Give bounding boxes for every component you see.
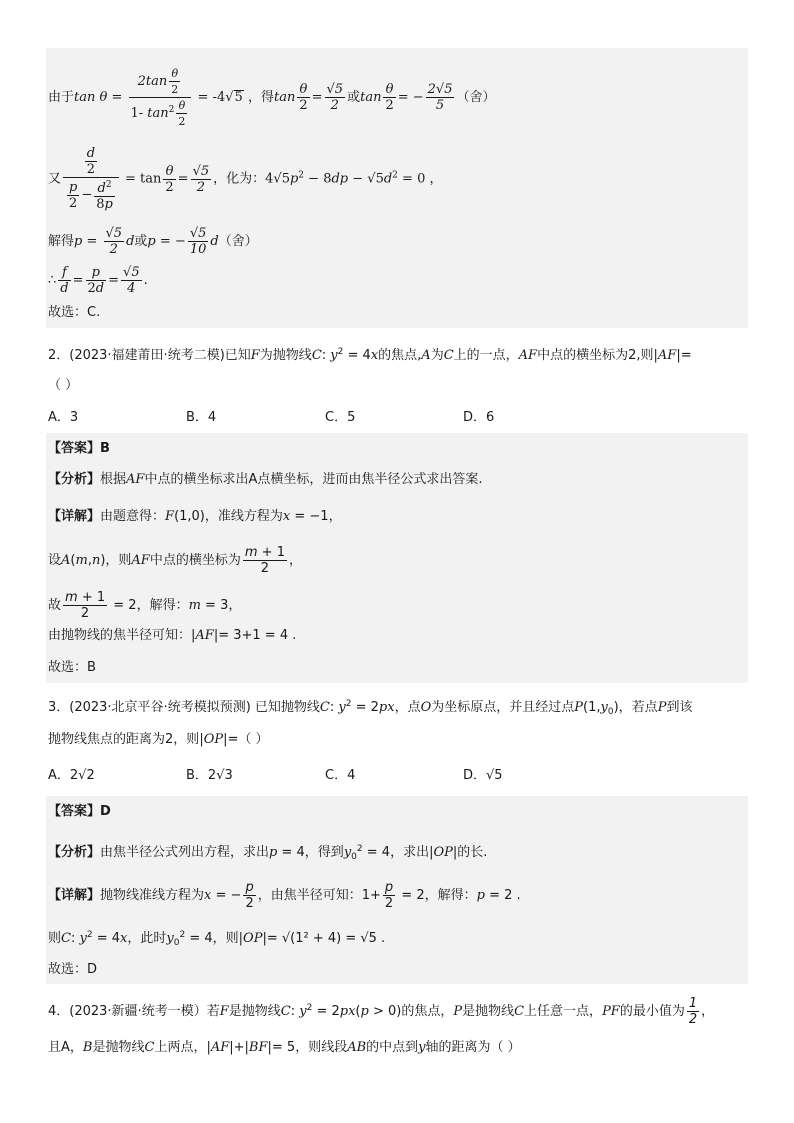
solution-choice-1: 故选：C.	[48, 305, 101, 320]
option-d[interactable]: D．√5	[463, 768, 503, 783]
solution-choice-2: 故选：B	[48, 660, 96, 675]
detail-2-line-3: 故 $\frac{m + 1}{2}$ = 2，解得：m = 3，	[48, 590, 242, 621]
option-c[interactable]: C．4	[325, 768, 356, 783]
question-4-line-2: 且A，B是抛物线C上两点，|AF|+|BF|= 5，则线段AB的中点到y轴的距离为（ ）	[48, 1040, 521, 1055]
option-d[interactable]: D．6	[463, 410, 495, 425]
solution-line-solve: 解得p = $\frac{√5}{2}$ d或p = − $\frac{√5}{10}$ d（舍）	[48, 226, 258, 257]
solution-choice-3: 故选：D	[48, 962, 98, 977]
option-c[interactable]: C．5	[325, 410, 356, 425]
solution-line-ratio: 又 $\frac{d}{2}$ $\frac{p}{2}$ − $\frac{d^2}{8p}$ = tan $\frac{\theta}{2}$ = $\frac{√5}{2}$ ，化为：$4√5p^2 - 8dp - √5d^2 = 0$ ，	[48, 146, 443, 212]
solution-line-conclusion: ∴ $\frac{f}{d}$ = $\frac{p}{2d}$ = $\frac{√5}{4}$ .	[48, 265, 148, 296]
question-3-options	[48, 766, 608, 786]
analysis-2: 【分析】根据AF中点的横坐标求出A点横坐标，进而由焦半径公式求出答案.	[48, 472, 483, 487]
answer-3: 【答案】D	[48, 804, 111, 819]
option-a[interactable]: A．3	[48, 410, 79, 425]
detail-2-line-4: 由抛物线的焦半径可知：|AF|= 3+1 = 4 .	[48, 628, 297, 643]
option-b[interactable]: B．4	[186, 410, 217, 425]
question-4-line-1: 4．(2023·新疆·统考一模）若F是抛物线C: $y^2 = 2px(p > 0)$的焦点，P是抛物线C上任意一点，PF的最小值为 $\frac{1}{2}$ ，	[48, 996, 715, 1027]
question-2-options	[48, 408, 608, 428]
solution-line-tan-theta: 由于tan θ = 2tan $\frac{\theta}{2}$ 1- $\tan^2$ $\frac{\theta}{2}$ = -4√5 ，得tan $\frac{\theta}{2}$ = $\frac{√5}{2}$ 或tan $\frac{\theta}{2}$ = − $\frac{2√5}{5}$ （舍）	[48, 67, 496, 128]
option-a[interactable]: A．2√2	[48, 768, 95, 783]
question-3-line-1: 3．(2023·北京平谷·统考模拟预测) 已知抛物线C: $y^2 = 2px$，点O为坐标原点，并且经过点$P(1,y_0)$，若点P到该	[48, 699, 693, 717]
analysis-3: 【分析】由焦半径公式列出方程，求出p = 4，得到$y_0^2 = 4$，求出|OP|的长.	[48, 844, 488, 862]
detail-2-line-1: 【详解】由题意得：F(1,0)，准线方程为x = −1，	[48, 509, 342, 524]
question-2-line-1: 2．(2023·福建莆田·统考二模)已知F为抛物线C: $y^2 = 4x$的焦点,A为C上的一点，AF中点的横坐标为2,则|AF|=	[48, 347, 692, 363]
detail-3-line-1: 【详解】抛物线准线方程为x = − $\frac{p}{2}$ ，由焦半径可知：1+ $\frac{p}{2}$ = 2，解得：p = 2 .	[48, 880, 521, 911]
question-3-line-2: 抛物线焦点的距离为2，则|OP|=（ ）	[48, 732, 269, 747]
detail-2-line-2: 设A(m,n)，则AF中点的横坐标为 $\frac{m + 1}{2}$ ，	[48, 545, 302, 576]
option-b[interactable]: B．2√3	[186, 768, 233, 783]
detail-3-line-2: 则C: $y^2 = 4x$，此时$y_0^2 = 4$，则|OP|= √(1² + 4) = √5 .	[48, 930, 386, 948]
question-2-bracket: （ ）	[48, 378, 79, 393]
answer-2: 【答案】B	[48, 441, 110, 456]
